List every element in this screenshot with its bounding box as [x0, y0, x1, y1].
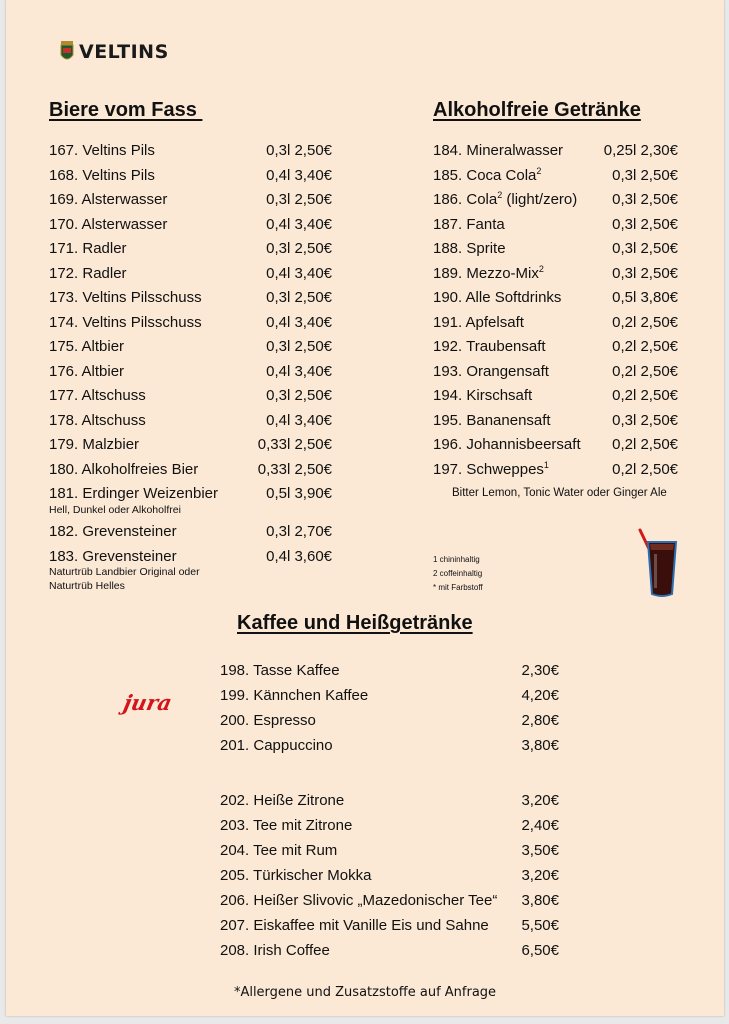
beer-heading: Biere vom Fass [49, 99, 203, 121]
menu-item [220, 917, 559, 942]
menu-item [433, 167, 678, 192]
item-price: 3,20€ [521, 867, 559, 884]
menu-item [433, 436, 678, 461]
menu-item [433, 289, 678, 314]
item-name: 197. Schweppes$^1$ [433, 459, 549, 478]
item-name: 173. Veltins Pilsschuss [49, 289, 202, 306]
menu-item [220, 792, 559, 817]
item-price: 2,40€ [521, 817, 559, 834]
item-price: 0,2l 2,50€ [612, 313, 678, 331]
schweppes-note: Bitter Lemon, Tonic Water oder Ginger Ale [452, 487, 667, 499]
item-price: 0,33l 2,50€ [257, 460, 332, 478]
menu-item [220, 662, 559, 687]
grevensteiner-note-1: Naturtrüb Landbier Original oder [49, 566, 200, 578]
allergen-footer: *Allergene und Zusatzstoffe auf Anfrage [233, 985, 497, 1000]
menu-item [49, 216, 332, 241]
menu-item [49, 191, 332, 216]
soft-heading: Alkoholfreie Getränke [433, 99, 641, 121]
item-name: 167. Veltins Pils [49, 142, 155, 159]
item-name: 186. Cola$^2$ (light/zero) [433, 190, 578, 208]
item-name: 207. Eiskaffee mit Vanille Eis und Sahne [220, 917, 489, 934]
footnote-1: 1 chininhaltig [433, 555, 480, 564]
item-price: 0,4l 3,40€ [266, 362, 332, 380]
menu-item [49, 461, 332, 486]
menu-item [49, 363, 332, 388]
hot-heading: Kaffee und Heißgetränke [237, 612, 473, 634]
menu-item [433, 314, 678, 339]
menu-item [220, 867, 559, 892]
item-name: 208. Irish Coffee [220, 942, 330, 959]
item-price: 0,3l 2,50€ [266, 142, 332, 159]
item-price: 2,30€ [521, 662, 559, 679]
item-name: 176. Altbier [49, 362, 125, 380]
item-name: 189. Mezzo-Mix$^2$ [433, 263, 544, 282]
item-name: 183. Grevensteiner [49, 547, 177, 565]
item-price: 0,3l 2,50€ [612, 411, 678, 429]
cola-glass-icon [634, 528, 690, 600]
crest-icon [60, 41, 74, 63]
item-price: 3,80€ [521, 737, 559, 754]
item-name: 188. Sprite [433, 240, 506, 257]
item-price: 0,4l 3,40€ [266, 313, 332, 331]
item-price: 0,3l 2,50€ [612, 166, 678, 184]
menu-item [433, 338, 678, 363]
item-name: 190. Alle Softdrinks [433, 289, 562, 306]
footnote-marker: 1 [543, 459, 549, 470]
item-price: 0,3l 2,50€ [266, 191, 332, 208]
item-price: 2,80€ [521, 712, 559, 729]
menu-item [49, 265, 332, 290]
soft-list [433, 142, 678, 485]
item-name: 196. Johannisbeersaft [433, 436, 581, 453]
item-price: 0,2l 2,50€ [612, 362, 678, 380]
footnote-marker: 2 [538, 263, 544, 274]
menu-item [49, 314, 332, 339]
menu-item [49, 338, 332, 363]
item-name: 172. Radler [49, 264, 127, 282]
item-price: 0,4l 3,60€ [266, 547, 332, 565]
item-name: 194. Kirschsaft [433, 387, 533, 404]
menu-item [49, 142, 332, 167]
item-name: 170. Alsterwasser [49, 215, 168, 233]
item-name: 202. Heiße Zitrone [220, 792, 345, 809]
item-price: 0,2l 2,50€ [612, 436, 678, 453]
item-name: 181. Erdinger Weizenbier [49, 485, 218, 502]
item-name: 204. Tee mit Rum [220, 842, 338, 859]
item-name: 178. Altschuss [49, 411, 146, 429]
item-price: 3,20€ [521, 792, 559, 809]
erdinger-note: Hell, Dunkel oder Alkoholfrei [49, 504, 181, 516]
item-name: 180. Alkoholfreies Bier [49, 460, 199, 478]
item-price: 0,3l 2,50€ [612, 240, 678, 257]
item-name: 177. Altschuss [49, 387, 146, 404]
item-price: 0,4l 3,40€ [266, 166, 332, 184]
item-name: 191. Apfelsaft [433, 313, 524, 331]
item-name: 175. Altbier [49, 338, 125, 355]
item-price: 0,3l 2,50€ [266, 387, 332, 404]
item-price: 0,4l 3,40€ [266, 411, 332, 429]
item-price: 0,3l 2,50€ [612, 215, 678, 233]
menu-item [49, 436, 332, 461]
menu-item [49, 240, 332, 265]
item-price: 0,3l 2,70€ [266, 523, 332, 540]
item-name: 187. Fanta [433, 215, 505, 233]
item-price: 0,25l 2,30€ [603, 142, 678, 159]
menu-item [49, 523, 332, 548]
item-name: 205. Türkischer Mokka [220, 867, 372, 884]
item-name: 168. Veltins Pils [49, 166, 155, 184]
grevensteiner-note-2: Naturtrüb Helles [49, 580, 125, 592]
menu-item [49, 387, 332, 412]
item-price: 4,20€ [521, 687, 559, 704]
menu-item [49, 167, 332, 192]
menu-item [49, 289, 332, 314]
footnote-2: 2 coffeinhaltig [433, 569, 483, 578]
item-price: 0,4l 3,40€ [266, 264, 332, 282]
item-name: 185. Coca Cola$^2$ [433, 165, 542, 184]
footnote-marker: 2 [536, 165, 542, 176]
menu-item [220, 687, 559, 712]
item-name: 195. Bananensaft [433, 411, 551, 429]
item-price: 0,4l 3,40€ [266, 215, 332, 233]
item-price: 0,5l 3,90€ [266, 485, 332, 502]
item-price: 0,3l 2,50€ [266, 338, 332, 355]
menu-item [220, 892, 559, 917]
menu-item [433, 461, 678, 486]
item-name: 171. Radler [49, 240, 127, 257]
footnote-marker: 2 [497, 190, 503, 200]
item-name: 199. Kännchen Kaffee [220, 687, 369, 704]
item-name: 201. Cappuccino [220, 737, 333, 754]
menu-item [220, 842, 559, 867]
item-price: 6,50€ [521, 942, 559, 959]
jura-logo: jura [121, 690, 175, 715]
item-price: 5,50€ [521, 917, 559, 934]
item-name: 206. Heißer Slivovic „Mazedonischer Tee“ [220, 892, 498, 909]
item-price: 0,3l 2,50€ [612, 264, 678, 282]
item-price: 0,3l 2,50€ [612, 191, 678, 208]
item-price: 0,2l 2,50€ [612, 460, 678, 478]
footnote-3: * mit Farbstoff [433, 583, 483, 592]
item-name: 198. Tasse Kaffee [220, 662, 340, 679]
item-name: 203. Tee mit Zitrone [220, 817, 353, 834]
veltins-logo [60, 41, 169, 63]
item-name: 182. Grevensteiner [49, 523, 177, 540]
item-price: 0,2l 2,50€ [612, 387, 678, 404]
menu-item [433, 412, 678, 437]
menu-item [49, 412, 332, 437]
menu-item [433, 265, 678, 290]
menu-item [220, 712, 559, 737]
menu-item [220, 942, 559, 967]
menu-item [433, 240, 678, 265]
item-price: 0,3l 2,50€ [266, 240, 332, 257]
menu-item [433, 142, 678, 167]
item-name: 184. Mineralwasser [433, 142, 564, 159]
item-name: 169. Alsterwasser [49, 191, 168, 208]
item-price: 0,3l 2,50€ [266, 289, 332, 306]
menu-page [6, 0, 724, 1016]
item-name: 192. Traubensaft [433, 338, 546, 355]
item-price: 3,50€ [521, 842, 559, 859]
hot-list-b [220, 792, 559, 967]
item-name: 179. Malzbier [49, 436, 140, 453]
menu-item [433, 363, 678, 388]
menu-item [433, 191, 678, 216]
menu-item [220, 817, 559, 842]
menu-item [433, 387, 678, 412]
item-name: 174. Veltins Pilsschuss [49, 313, 202, 331]
item-price: 0,33l 2,50€ [257, 436, 332, 453]
item-price: 0,5l 3,80€ [612, 289, 678, 306]
item-price: 0,2l 2,50€ [612, 338, 678, 355]
menu-item [220, 737, 559, 762]
item-name: 193. Orangensaft [433, 362, 549, 380]
item-name: 200. Espresso [220, 712, 316, 729]
menu-item [433, 216, 678, 241]
item-price: 3,80€ [521, 892, 559, 909]
brand-name: VELTINS [79, 41, 169, 63]
hot-list-a [220, 662, 559, 762]
